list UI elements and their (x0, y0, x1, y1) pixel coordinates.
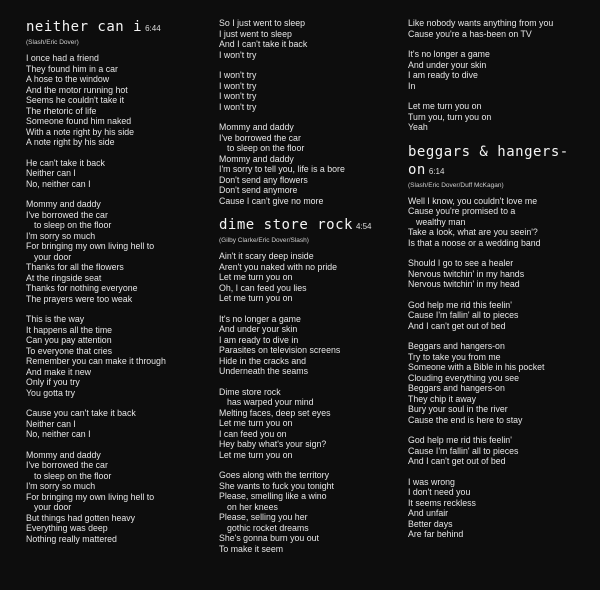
lyric-line: Oh, I can feed you lies (219, 282, 307, 293)
lyric-line: A hose to the window (26, 74, 110, 84)
songwriter-credits: (Gilby Clarke/Eric Dover/Slash) (219, 237, 309, 244)
lyric-line: Mommy and daddy (219, 122, 294, 132)
lyric-line: Clouding everything you see (408, 372, 520, 383)
lyric-line: I can feed you on (219, 428, 287, 439)
lyric-line: Are far behind (408, 529, 464, 539)
lyric-line: No, neither can I (26, 178, 91, 189)
lyric-line: I am ready to dive (408, 70, 478, 80)
stanza (408, 477, 594, 540)
lyric-line: Turn you, turn you on (408, 111, 492, 122)
lyric-line: And I can't take it back (219, 39, 308, 49)
lyric-line: Hey baby what's your sign? (219, 439, 327, 449)
lyric-line: Melting faces, deep set eyes (219, 407, 331, 418)
lyric-line: In (408, 80, 416, 91)
lyric-line: Don't send any flowers (219, 174, 308, 185)
lyric-line: I won't try (219, 70, 257, 80)
lyric-line: It's no longer a game (408, 49, 490, 59)
lyric-line: Everything was deep (26, 523, 108, 533)
stanza (26, 199, 212, 304)
lyric-line: Mommy and daddy (26, 199, 101, 209)
lyric-line: Nothing really mattered (26, 533, 117, 544)
lyric-line: I don't need you (408, 487, 471, 497)
column-2 (219, 18, 399, 564)
song-header (408, 143, 594, 179)
lyric-line: Mommy and daddy (26, 449, 101, 460)
lyric-line: Aren't you naked with no pride (219, 261, 338, 272)
stanza (408, 341, 594, 425)
lyric-line: I am ready to dive in (219, 334, 299, 345)
stanza (219, 251, 399, 304)
lyric-line: Remember you can make it through (26, 356, 166, 366)
lyric-line: The prayers were too weak (26, 293, 133, 304)
lyric-line: God help me rid this feelin' (408, 299, 512, 310)
lyric-line: to sleep on the floor (34, 470, 112, 481)
lyric-line: Cause I can't give no more (219, 195, 324, 206)
song-header (26, 18, 212, 36)
stanza (219, 18, 399, 60)
lyric-line: A note right by his side (26, 137, 115, 147)
song-title: neither can i (26, 19, 143, 35)
song-beggars-and-hangers-on (408, 143, 594, 540)
lyric-line: Please, smelling like a wino (219, 491, 327, 501)
lyric-line: has warped your mind (227, 397, 314, 407)
lyric-line: This is the way (26, 314, 85, 324)
lyric-line: Can you pay attention (26, 335, 112, 345)
lyric-line: They found him in a car (26, 63, 118, 74)
lyric-line: Cause you're a has-been on TV (408, 28, 532, 39)
song-dime-store-rock-continued (408, 18, 594, 133)
lyric-line: I won't try (219, 101, 257, 112)
song-duration: 6:14 (428, 166, 445, 176)
song-neither-can-i (26, 18, 212, 544)
stanza (26, 158, 212, 190)
lyric-line: It happens all the time (26, 324, 113, 335)
lyric-line: He can't take it back (26, 157, 105, 168)
lyric-line: Well I know, you couldn't love me (408, 195, 538, 206)
lyric-line: And unfair (408, 508, 449, 518)
lyric-line: And the motor running hot (26, 84, 128, 95)
lyric-line: It's no longer a game (219, 313, 301, 324)
stanza (26, 314, 212, 398)
stanza (219, 387, 399, 461)
lyric-line: your door (34, 251, 72, 262)
lyric-line: With a note right by his side (26, 126, 135, 137)
lyric-line: Cause I'm fallin' all to pieces (408, 445, 519, 456)
lyric-line: And I can't get out of bed (408, 320, 506, 331)
lyric-line: Let me turn you on (219, 418, 293, 428)
lyric-line: Let me turn you on (219, 272, 293, 282)
lyric-line: Better days (408, 518, 453, 529)
lyric-line: For bringing my own living hell to (26, 491, 155, 502)
stanza (26, 408, 212, 440)
lyric-line: Someone with a Bible in his pocket (408, 362, 545, 372)
stanza (219, 314, 399, 377)
lyric-line: on her knees (227, 501, 278, 512)
lyric-line: Thanks for all the flowers (26, 262, 124, 272)
stanza (26, 53, 212, 148)
lyric-line: I've borrowed the car (26, 209, 108, 220)
lyric-line: They chip it away (408, 393, 476, 404)
lyric-line: I'm sorry so much (26, 481, 96, 491)
lyric-line: I've borrowed the car (219, 132, 301, 143)
lyric-line: To everyone that cries (26, 345, 113, 356)
lyric-line: Cause you can't take it back (26, 408, 136, 418)
lyric-line: Don't send anymore (219, 185, 298, 195)
lyric-line: Goes along with the territory (219, 470, 330, 480)
song-duration: 6:44 (145, 24, 161, 33)
lyric-line: Ain't it scary deep inside (219, 251, 314, 261)
lyric-line: The rhetoric of life (26, 105, 97, 116)
lyric-line: Nervous twitchin' in my hands (408, 268, 525, 279)
lyric-line: gothic rocket dreams (227, 522, 309, 533)
lyric-line: I just went to sleep (219, 28, 292, 39)
stanza (408, 18, 594, 39)
lyric-line: Please, selling you her (219, 512, 308, 522)
lyric-line: Parasites on television screens (219, 345, 341, 355)
song-header (219, 216, 399, 234)
lyric-line: to sleep on the floor (227, 143, 305, 153)
stanza (219, 122, 399, 206)
lyric-line: Let me turn you on (408, 101, 482, 111)
lyric-line: Bury your soul in the river (408, 404, 508, 414)
lyric-line: I won't try (219, 80, 257, 91)
lyric-line: I'm sorry to tell you, life is a bore (219, 164, 345, 174)
stanza (408, 300, 594, 332)
lyric-line: Beggars and hangers-on (408, 383, 505, 393)
lyric-line: Take a look, what are you seein'? (408, 227, 538, 237)
lyric-line: And under your skin (219, 324, 298, 334)
lyric-line: But things had gotten heavy (26, 512, 136, 523)
lyric-line: Let me turn you on (219, 449, 293, 460)
lyric-line: Neither can I (26, 168, 76, 178)
stanza (26, 450, 212, 545)
lyric-line: Hide in the cracks and (219, 355, 307, 366)
song-duration: 4:54 (355, 222, 372, 231)
lyric-line: wealthy man (416, 216, 466, 227)
lyric-line: Nervous twitchin' in my head (408, 279, 520, 289)
lyric-line: Underneath the seams (219, 366, 308, 376)
lyric-line: your door (34, 502, 72, 512)
lyric-line: She wants to fuck you tonight (219, 480, 334, 491)
songwriter-credits: (Slash/Eric Dover/Duff McKagan) (408, 181, 504, 189)
lyric-line: No, neither can I (26, 429, 91, 439)
lyric-line: I've borrowed the car (26, 460, 108, 470)
song-dime-store-rock (219, 216, 399, 554)
song-neither-can-i-continued (219, 18, 399, 206)
lyric-line: I'm sorry so much (26, 230, 96, 241)
lyric-line: Someone found him naked (26, 116, 132, 126)
lyric-line: Try to take you from me (408, 351, 501, 362)
lyric-line: Beggars and hangers-on (408, 341, 505, 351)
lyric-line: At the ringside seat (26, 272, 102, 283)
stanza (408, 435, 594, 467)
lyric-line: And under your skin (408, 59, 487, 70)
lyric-line: And I can't get out of bed (408, 456, 506, 466)
lyric-line: Only if you try (26, 377, 80, 387)
lyric-line: Let me turn you on (219, 293, 293, 303)
lyric-line: Should I go to see a healer (408, 258, 514, 268)
stanza (408, 196, 594, 249)
column-1 (26, 18, 212, 554)
song-title: beggars & hangers-on (408, 143, 569, 178)
songwriter-credits: (Slash/Eric Dover) (26, 39, 79, 46)
stanza (408, 49, 594, 91)
lyric-line: Cause you're promised to a (408, 206, 516, 216)
stanza (219, 70, 399, 112)
stanza (219, 470, 399, 554)
lyric-line: I was wrong (408, 476, 455, 487)
lyric-line: I once had a friend (26, 53, 99, 63)
lyric-line: It seems reckless (408, 497, 476, 508)
lyric-line: Dime store rock (219, 386, 281, 397)
lyric-line: You gotta try (26, 387, 76, 398)
lyric-line: Is that a noose or a wedding band (408, 237, 541, 248)
lyric-line: Like nobody wants anything from you (408, 18, 554, 28)
lyric-line: And make it new (26, 366, 92, 377)
lyric-line: Cause the end is here to stay (408, 414, 523, 425)
lyric-line: I won't try (219, 91, 257, 101)
lyric-line: Mommy and daddy (219, 153, 294, 164)
lyric-line: God help me rid this feelin' (408, 435, 512, 445)
lyric-line: Thanks for nothing everyone (26, 283, 138, 293)
lyric-line: I won't try (219, 49, 257, 60)
lyric-line: Seems he couldn't take it (26, 95, 125, 105)
lyric-line: To make it seem (219, 543, 284, 554)
stanza (408, 258, 594, 290)
lyric-line: Yeah (408, 122, 428, 132)
column-3 (408, 18, 594, 550)
lyric-line: Cause I'm fallin' all to pieces (408, 310, 519, 320)
lyric-line: to sleep on the floor (34, 220, 112, 230)
lyric-line: For bringing my own living hell to (26, 241, 155, 251)
stanza (408, 101, 594, 133)
lyric-line: Neither can I (26, 418, 76, 429)
song-title: dime store rock (219, 217, 353, 233)
lyric-line: She's gonna burn you out (219, 533, 319, 543)
lyric-line: So I just went to sleep (219, 18, 306, 28)
